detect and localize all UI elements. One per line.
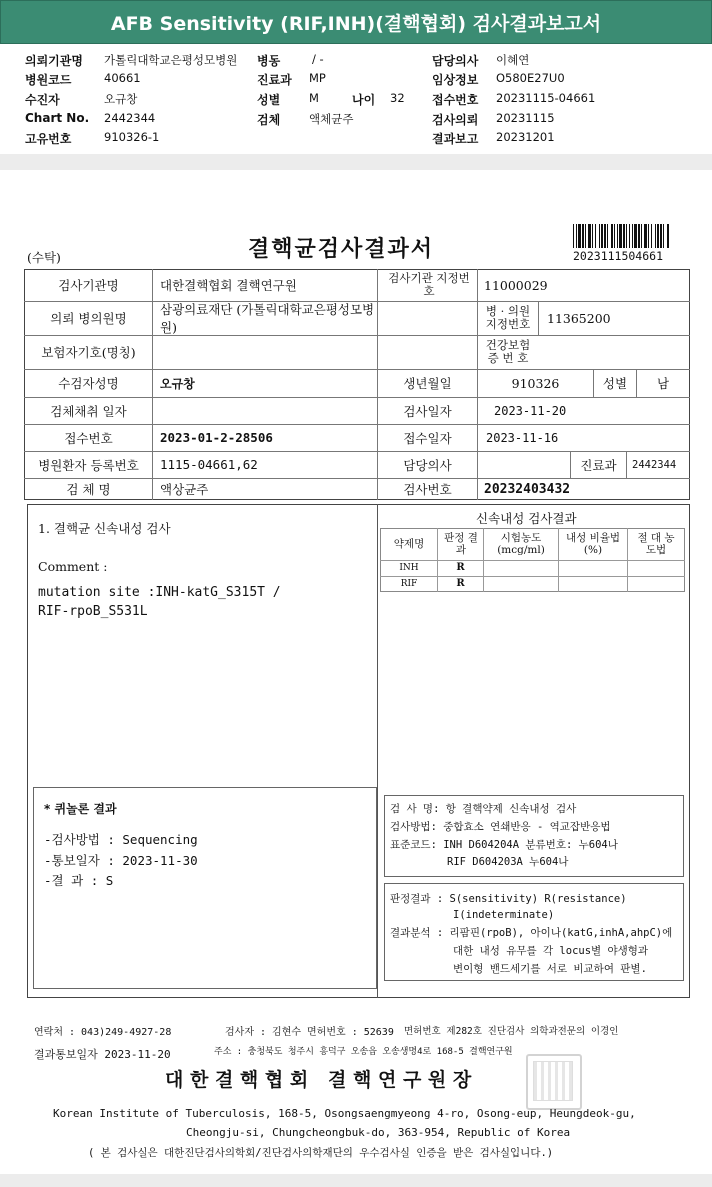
dob-value: 910326 [511,375,560,391]
info-value: 40661 [104,71,141,85]
sex-label: 성별 [602,376,628,391]
section-heading: 1. 결핵균 신속내성 검사 [38,521,171,536]
separator-band [0,154,712,170]
footer-english-address1: Korean Institute of Tuberculosis, 168-5, Osongsaengmyeong 4-ro, Osong-eup, Heungdeok-gu, [53,1107,636,1120]
info-label: 검사의뢰 [432,113,479,127]
quinolone-date: -통보일자 : 2023-11-30 [44,853,198,868]
result-inh: R [456,562,465,573]
hospital-value: 삼광의료재단 (가톨릭대학교은평성모병원) [160,302,375,335]
lab-name-label: 검사기관명 [58,278,119,293]
barcode [573,224,671,248]
interpretation-line: 판정결과 : S(sensitivity) R(resistance) [390,893,627,905]
patient-value: 오규창 [160,376,195,391]
info-value: O580E27U0 [496,71,565,85]
mutation-site-line1: mutation site :INH-katG_S315T / [38,585,281,600]
info-value: 이혜연 [496,53,530,67]
receive-date-label: 접수일자 [403,430,452,446]
insured-label: 보험자기호(명칭) [41,345,136,360]
bottom-band [0,1174,712,1187]
hospital-label: 의뢰 병의원명 [50,311,127,326]
doctor-label: 담당의사 [403,457,452,473]
institute-director: 대 한 결 핵 협 회 결 핵 연 구 원 장 [165,1069,472,1091]
test-number-label: 검사번호 [403,482,452,497]
info-value: 20231115-04661 [496,91,596,105]
drug-inh: INH [399,563,419,573]
barcode-bars [573,224,671,248]
patient-label: 수검자성명 [58,376,119,391]
info-label: 접수번호 [432,93,479,107]
footer-certification: ( 본 검사실은 대한진단검사의학회/진단검사의학재단의 우수검사실 인증을 받은 검사실입니다.) [88,1147,554,1159]
receive-date-value: 2023-11-16 [486,430,559,445]
info-value: MP [309,71,326,85]
interpretation-line: 대한 내성 유무를 각 locus별 야생형과 [453,945,649,957]
method-line: 표준코드: INH D604204A 분류번호: 누604나 [390,839,618,851]
info-label: 고유번호 [25,132,72,146]
accession-label: 접수번호 [64,430,113,446]
header-proportion: 내성 비율법(%) [565,532,621,556]
quinolone-result: -결 과 : S [44,873,114,888]
info-label: 병동 [257,54,281,68]
header-absolute: 절 대 농도법 [637,532,675,556]
result-rif: R [456,578,465,589]
test-date-value: 2023-11-20 [494,403,567,418]
specimen-value: 액상균주 [160,482,209,497]
info-label: 성별 [257,93,281,107]
footer-english-address2: Cheongju-si, Chungcheongbuk-do, 363-954, Republic of Korea [186,1126,571,1139]
dept-label: 진료과 [580,457,617,473]
health-id-label: 건강보험 증 번 호 [485,338,531,365]
info-label: 진료과 [257,73,292,87]
header-result: 판정 결과 [444,532,478,556]
clinic-id-value: 11365200 [547,310,611,326]
test-date-label: 검사일자 [403,403,452,419]
comment-label: Comment : [38,559,108,574]
info-label: 의뢰기관명 [25,54,83,68]
scanned-document [0,170,712,1174]
official-seal-stamp [526,1054,582,1110]
method-line: 검 사 명: 항 결핵약제 신속내성 검사 [390,803,577,815]
info-value: 910326-1 [104,130,160,144]
registration-value: 1115-04661,62 [160,457,258,472]
interpretation-line: I(indeterminate) [453,909,555,921]
info-label: Chart No. [25,111,90,125]
accession-value: 2023-01-2-28506 [160,430,273,445]
info-label: 수진자 [25,93,60,107]
method-line: 검사방법: 중합효소 연쇄반응 - 역교잡반응법 [390,821,611,833]
dob-label: 생년월일 [403,376,452,391]
footer-contact: 연락처 : 043)249-4927-28 [34,1027,172,1038]
footer-license: 면허번호 제282호 진단검사 의학과전문의 이경인 [404,1026,619,1037]
sex-value: 남 [656,376,670,391]
header-drug: 약제명 [393,538,425,550]
drug-rif: RIF [400,579,418,589]
registration-label: 병원환자 등록번호 [38,457,139,473]
quinolone-title: * 퀴놀론 결과 [44,802,117,816]
receipt-mark: (수탁) [27,250,61,265]
quinolone-method: -검사방법 : Sequencing [44,832,198,847]
info-value: 20231115 [496,111,555,125]
test-number-value: 20232403432 [484,481,571,497]
document-title: 결핵균검사결과서 [248,236,435,262]
info-value: 32 [390,91,405,105]
footer-tester: 검사자 : 김현수 면허번호 : 52639 [225,1027,394,1038]
rapid-result-title: 신속내성 검사결과 [476,511,577,526]
patient-info-panel [0,44,712,154]
info-value: M [309,91,319,105]
specimen-label: 검 체 명 [66,482,111,497]
footer-notify-date: 결과통보일자 2023-11-20 [34,1048,171,1061]
dept-value: 2442344 [632,458,677,471]
info-label: 나이 [352,93,376,107]
info-label: 담당의사 [432,54,479,68]
interpretation-line: 변이형 밴드세기를 서로 비교하여 판별. [453,963,647,975]
info-label: 병원코드 [25,73,72,87]
clinic-id-label: 병 · 의원 지정번호 [485,304,531,331]
info-label: 임상정보 [432,73,479,87]
report-title: AFB Sensitivity (RIF,INH)(결핵협회) 검사결과보고서 [0,0,712,44]
info-value: 가톨릭대학교은평성모병원 [104,53,238,67]
lab-name-value: 대한결핵협회 결핵연구원 [160,278,297,293]
method-line: RIF D604203A 누604나 [447,856,569,868]
info-value: 2442344 [104,111,156,125]
info-label: 검체 [257,113,281,127]
info-value: 20231201 [496,130,555,144]
barcode-number: 2023111504661 [573,249,664,263]
header-test-conc: 시험농도 (mcg/ml) [497,532,545,556]
info-value: 오규창 [104,92,138,106]
interpretation-line: 결과분석 : 리팜핀(rpoB), 아이나(katG,inhA,ahpC)에 [390,927,673,939]
info-value: / - [312,52,324,66]
info-label: 결과보고 [432,132,479,146]
footer-address: 주소 : 충청북도 청주시 흥덕구 오송읍 오송생명4로 168-5 결핵연구원 [214,1047,513,1057]
collect-date-label: 검체채취 일자 [50,403,127,419]
lab-id-label: 검사기관 지정번호 [388,271,470,298]
lab-id-value: 11000029 [484,277,548,293]
info-value: 액체균주 [309,112,354,126]
mutation-site-line2: RIF-rpoB_S531L [38,604,148,619]
